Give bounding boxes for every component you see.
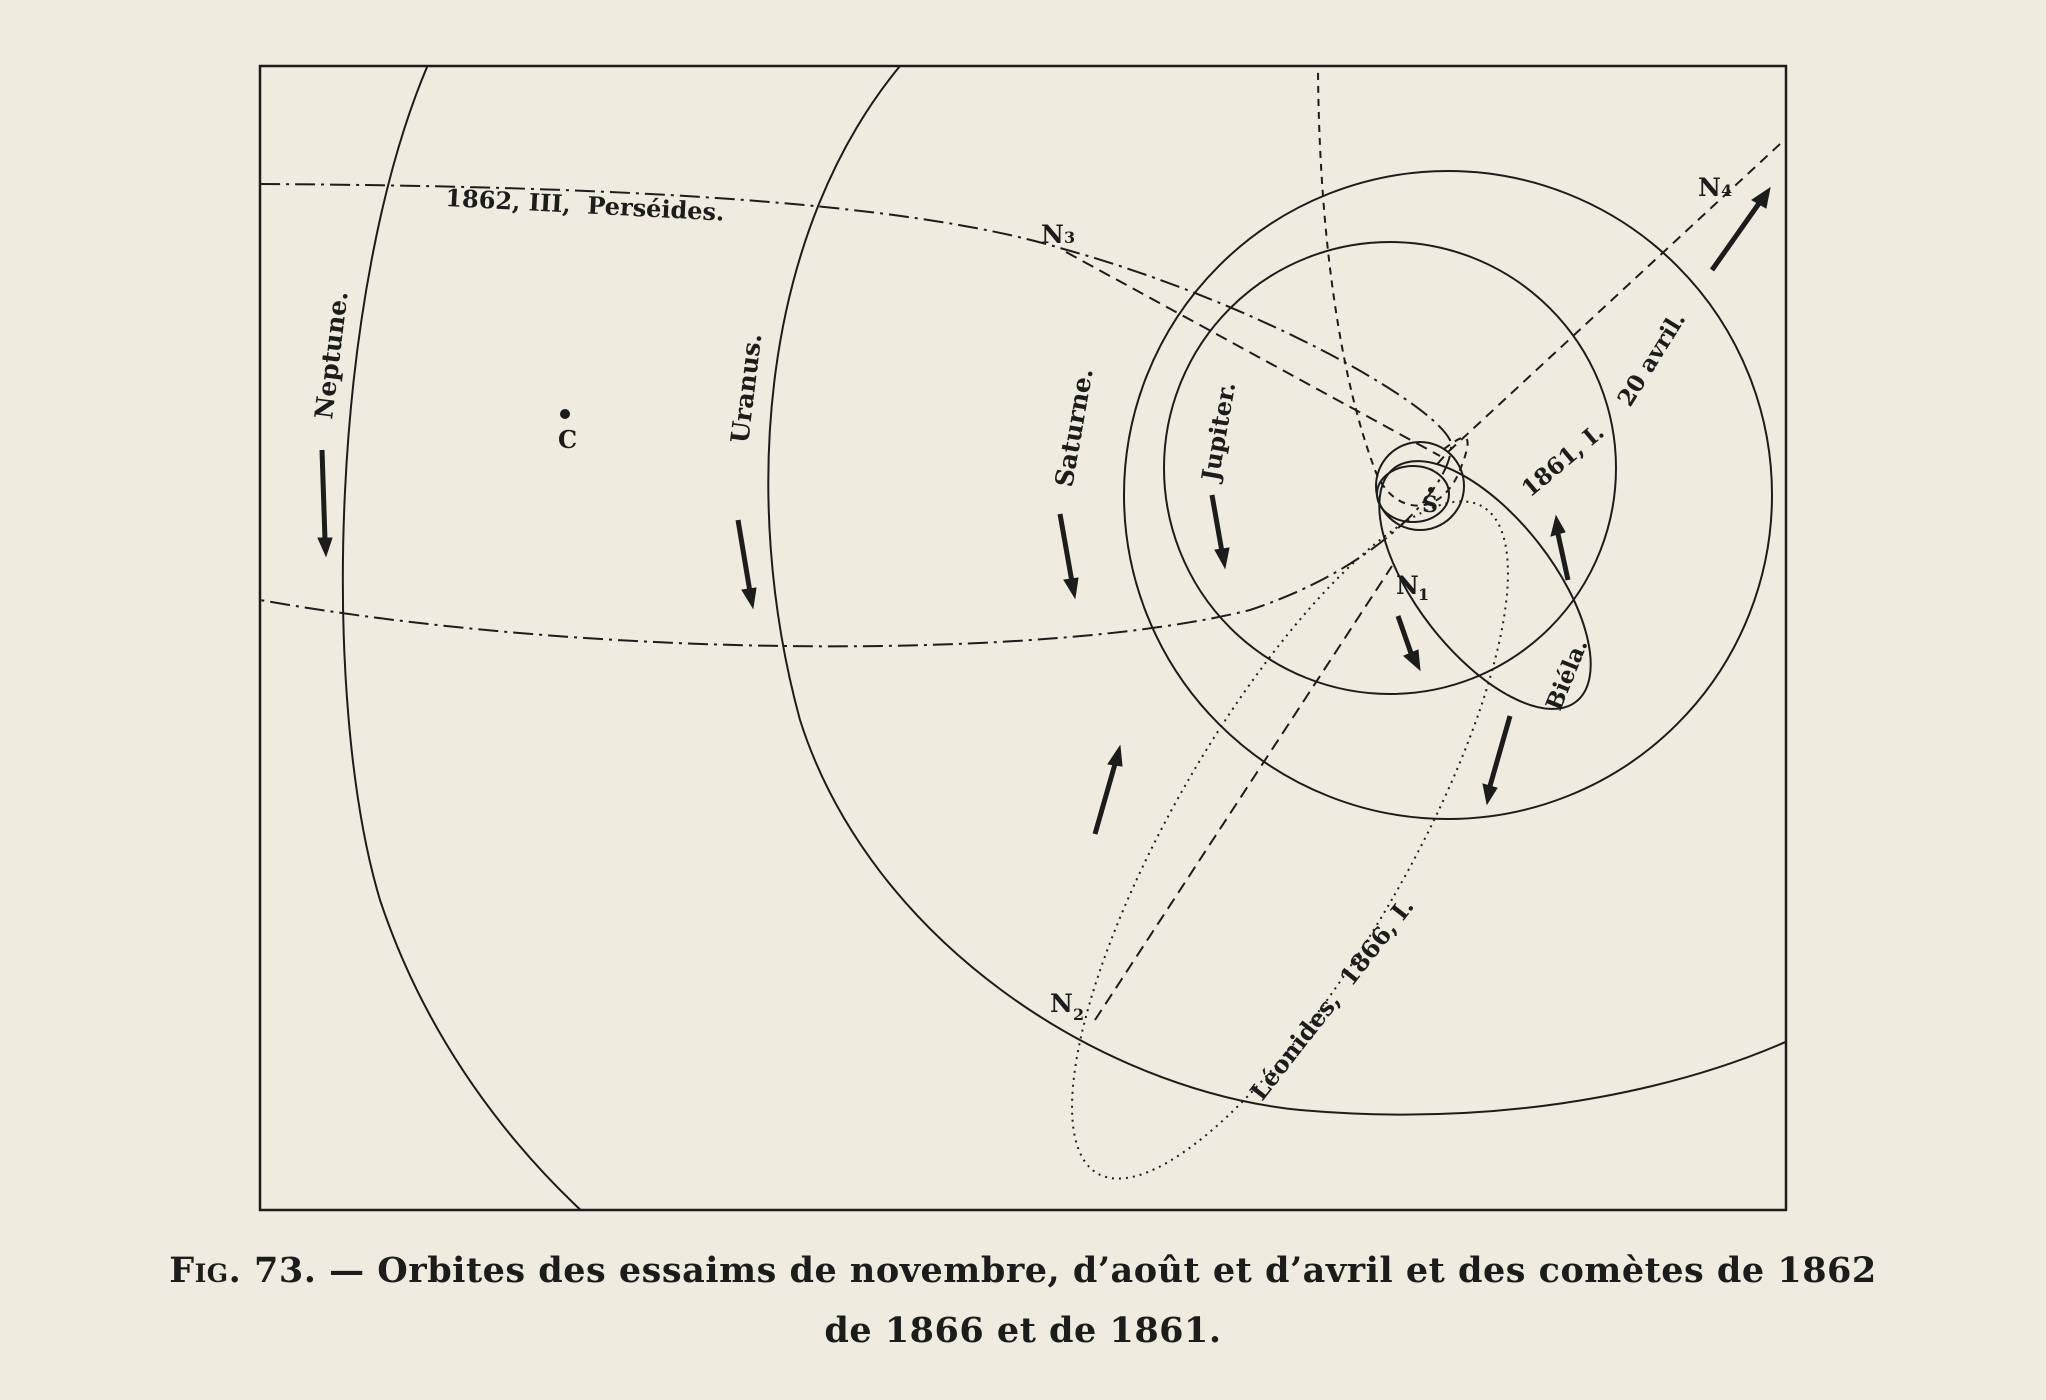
comet-1861-label: 1861, I.	[1516, 418, 1610, 503]
leonides-arrow-up	[1095, 746, 1122, 834]
diagram-frame	[260, 66, 1786, 1210]
sun-label: S	[1422, 492, 1438, 518]
leonides-orbit	[995, 448, 1584, 1233]
jupiter-arrow	[1212, 495, 1229, 568]
biela-comet-orbit	[1340, 427, 1629, 744]
n3-node-label	[1041, 220, 1075, 249]
figure-number: Fig. 73.	[169, 1250, 317, 1291]
n4-label: N	[1698, 173, 1721, 202]
n2-node-label	[1050, 989, 1084, 1024]
saturn-arrow	[1060, 514, 1078, 598]
avril-label: 20 avril.	[1612, 307, 1692, 412]
comet-1861-orbit	[1318, 60, 1468, 506]
jupiter-label: Jupiter.	[1195, 379, 1242, 484]
n4-node-label	[1698, 173, 1732, 202]
n2-subscript: 2	[1073, 1005, 1085, 1024]
small-inner-orbit	[1377, 466, 1449, 522]
n2-label: N	[1050, 989, 1073, 1018]
uranus-arrow	[738, 520, 756, 608]
n4-subscript: 4	[1721, 181, 1733, 200]
perseides-label: 1862, III, Perséides.	[444, 183, 726, 227]
neptune-orbit	[343, 60, 640, 1260]
leonides-arrow-down	[1483, 716, 1510, 804]
n3-label: N	[1041, 220, 1064, 249]
saturne-label: Saturne.	[1049, 365, 1099, 490]
perseides-orbit	[260, 184, 1451, 646]
point-c-dot	[560, 409, 570, 419]
uranus-label: Uranus.	[725, 331, 768, 445]
n3-node-line	[1066, 252, 1440, 456]
n3-subscript: 3	[1064, 228, 1076, 247]
neptune-arrow	[318, 450, 332, 556]
earth-arrow	[1398, 616, 1420, 670]
n1-subscript: 1	[1418, 585, 1430, 604]
figure-caption-line1	[0, 1250, 2046, 1291]
n1-label: N	[1396, 571, 1419, 600]
n1-node-label	[1396, 571, 1429, 604]
biela-label: Biéla.	[1540, 635, 1594, 715]
direction-arrows	[318, 188, 1770, 834]
point-c-label: C	[558, 425, 578, 454]
earth-orbit	[1376, 442, 1464, 530]
caption-text-1: — Orbites des essaims de novembre, d’août et d’avril et des comètes de 1862	[316, 1250, 1877, 1291]
figure-caption-line2: de 1866 et de 1861.	[824, 1310, 1222, 1351]
neptune-label: Neptune.	[309, 289, 354, 421]
leonides-label: Léonides, 1866, I.	[1243, 892, 1420, 1106]
biela-arrow-up	[1551, 516, 1568, 580]
n2-node-line	[1095, 566, 1392, 1020]
